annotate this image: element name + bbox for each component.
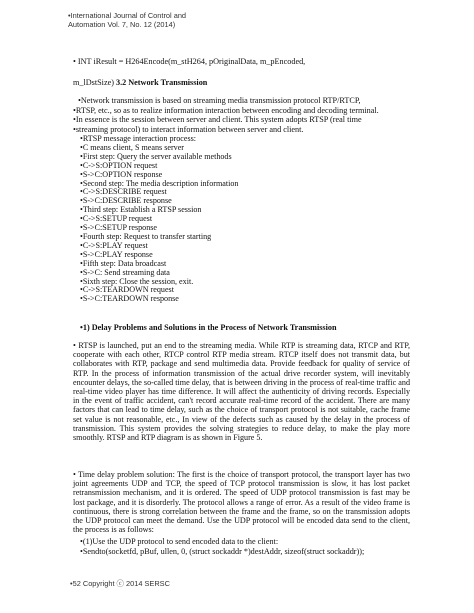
udp-step-line: •(1)Use the UDP protocol to send encoded data to the client: (80, 537, 279, 546)
list-item: •RTSP message interaction process: (80, 134, 197, 143)
list-item: •Third step: Establish a RTSP session (80, 205, 202, 215)
intro-line-1: •Network transmission is based on streaming media transmission protocol RTP/RTCP, (78, 96, 361, 105)
list-item: •S->C: Send streaming data (80, 267, 170, 277)
paragraph-delay-solution: • Time delay problem solution: The first is the choice of transport protocol, the transport layer has two joint agreements UDP and TCP, the speed of TCP protocol transmission is slow, it has lost packet retransmission mechanism, and it is ordered. The speed of UDP protocol transmission is fast may be lost package, and it is disorderly. The protocol allows a range of error. As a result of the video frame is continuous, there is strong correlation between the frame and the frame, so on the transmission adopts the UDP protocol can meet the demand. Use the UDP protocol will be encoded data send to the client, the process is as follows: (73, 470, 410, 535)
journal-header (68, 11, 186, 29)
subsection-title: •1) Delay Problems and Solutions in the Process of Network Transmission (80, 323, 337, 332)
list-item: •S->C:TEARDOWN response (80, 294, 179, 304)
section-heading (73, 78, 207, 88)
section-heading-prefix: m_lDstSize) (73, 78, 116, 87)
list-item: •C->S:SETUP request (80, 214, 153, 224)
paragraph-delay-problems: • RTSP is launched, put an end to the streaming media. While RTP is streaming data, RTCP and RTP, cooperate with each other, RTCP control RTP media stream. RTCP itself does not transmit data, but collaborates with RTP, package and send multimedia data. Provide feedback for quality of service of RTP. In the process of information transmission of the actual drive recorder system, will inevitably encounter delays, the so-called time delay, that is between driving in the process of real-time traffic and real-time video player has time difference. It will affect the authenticity of driving records. Especially in the event of traffic accident, can't record accurate real-time record of the accident. There are many factors that can lead to time delay, such as the choice of transport protocol is not suitable, cache frame set value is not reasonable, etc., In view of the defects such as caused by the delay in the process of transmission. This system provides the solving strategies to reduce delay, to make the play more smoothly. RTSP and RTP diagram is as shown in Figure 5. (73, 341, 410, 443)
list-item: •Sixth step: Close the session, exit. (80, 276, 194, 286)
list-item: •S->C:SETUP response (80, 223, 158, 233)
list-item: •Second step: The media description information (80, 178, 239, 188)
journal-header-line1: •International Journal of Control and (68, 11, 187, 20)
intro-line-3: •In essence is the session between server and client. This system adopts RTSP (real time (73, 115, 362, 124)
list-item: •S->C:PLAY response (80, 249, 153, 259)
list-item: •C->S:TEARDOWN request (80, 285, 174, 295)
intro-line-2: •RTSP, etc., so as to realize information interaction between encoding and decoding terminal. (73, 105, 379, 115)
intro-line-4: •streaming protocol) to interact information between server and client. (73, 124, 304, 134)
journal-header-line2: Automation Vol. 7, No. 12 (2014) (68, 20, 176, 29)
page-footer: •52 Copyright ⓒ 2014 SERSC (70, 579, 170, 588)
list-item: •First step: Query the server available methods (80, 151, 232, 161)
code-line: • INT iResult = H264Encode(m_stH264, pOriginalData, m_pEncoded, (73, 57, 306, 66)
list-item: •C->S:OPTION request (80, 160, 158, 170)
list-item: •S->C:OPTION response (80, 169, 163, 179)
list-item: •C->S:DESCRIBE request (80, 187, 167, 197)
list-item: •C->S:PLAY request (80, 240, 148, 250)
list-item: •C means client, S means server (80, 142, 184, 152)
list-item: •S->C:DESCRIBE response (80, 196, 172, 206)
sendto-code-line: •Sendto(socketfd, pBuf, ullen, 0, (struct sockaddr *)destAddr, sizeof(struct sockaddr)); (80, 546, 365, 556)
list-item: •Fourth step: Request to transfer starting (80, 231, 212, 241)
rtsp-process-list (80, 135, 238, 304)
section-heading-title: 3.2 Network Transmission (115, 78, 208, 87)
list-item: •Fifth step: Data broadcast (80, 258, 167, 268)
